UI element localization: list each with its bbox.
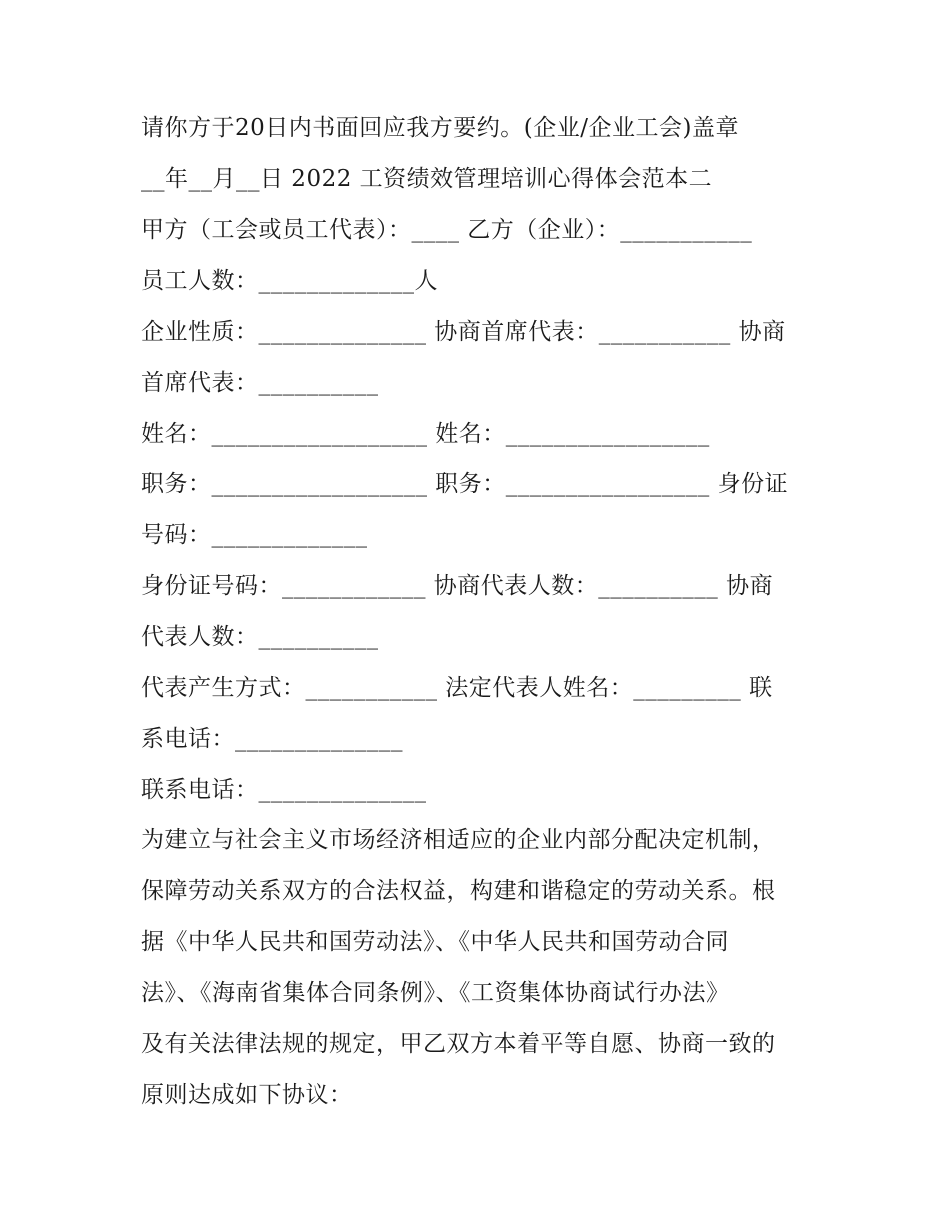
text-line: 首席代表：__________ <box>141 370 379 396</box>
text-line: 姓名：__________________ 姓名：_________________ <box>141 421 710 447</box>
text-line: 系电话：______________ <box>141 726 403 752</box>
paragraph-line: 为建立与社会主义市场经济相适应的企业内部分配决定机制， <box>141 827 776 853</box>
paragraph-line: 据《中华人民共和国劳动法》、《中华人民共和国劳动合同 <box>141 929 729 955</box>
text-line: 号码：_____________ <box>141 522 368 548</box>
text-line: 甲方（工会或员工代表）：____ 乙方（企业）：___________ <box>141 217 753 243</box>
text-line: 请你方于20日内书面回应我方要约。(企业/企业工会)盖章 <box>141 115 739 141</box>
paragraph-line: 原则达成如下协议： <box>141 1082 353 1108</box>
text-line: 身份证号码：____________ 协商代表人数：__________ 协商 <box>141 573 774 599</box>
paragraph-line: 及有关法律法规的规定，甲乙双方本着平等自愿、协商一致的 <box>141 1031 776 1057</box>
text-line: 企业性质：______________ 协商首席代表：___________ 协商 <box>141 319 786 345</box>
text-line: 联系电话：______________ <box>141 777 427 803</box>
paragraph-line: 保障劳动关系双方的合法权益，构建和谐稳定的劳动关系。根 <box>141 878 776 904</box>
text-line: __年__月__日 2022 工资绩效管理培训心得体会范本二 <box>141 166 713 192</box>
paragraph-line: 法》、《海南省集体合同条例》、《工资集体协商试行办法》 <box>141 980 730 1006</box>
text-line: 代表人数：__________ <box>141 624 379 650</box>
text-line: 员工人数：_____________人 <box>141 268 438 294</box>
text-line: 代表产生方式：___________ 法定代表人姓名：_________ 联 <box>141 675 773 701</box>
text-line: 职务：__________________ 职务：_________________ 身份证 <box>141 471 789 497</box>
